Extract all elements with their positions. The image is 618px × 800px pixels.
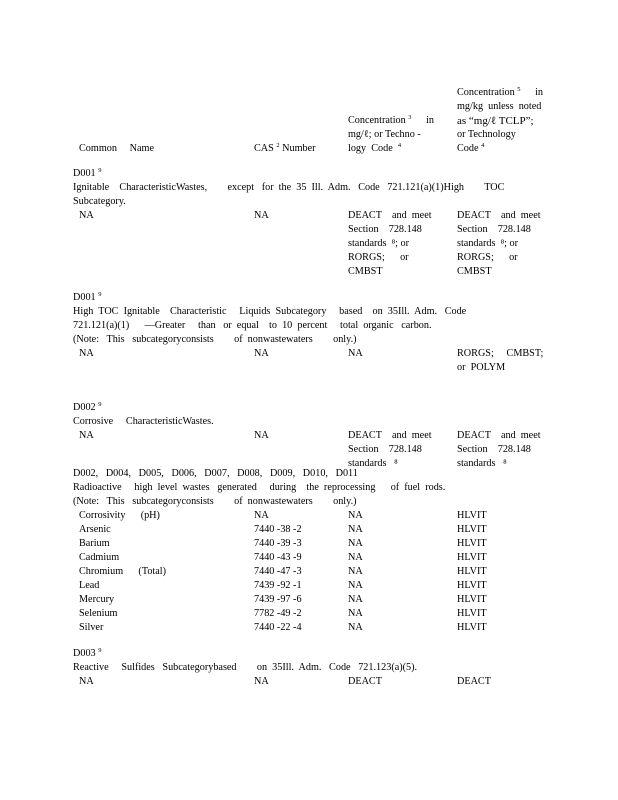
cas-number bbox=[254, 537, 302, 551]
cas-number-text: 7440 -38 -2 bbox=[254, 524, 302, 535]
constituent-name bbox=[79, 593, 114, 607]
table-row bbox=[73, 621, 553, 635]
nonwastewater-standard-line: NA bbox=[348, 524, 363, 535]
nonwastewater-standard-line: standards ⁸ bbox=[348, 458, 398, 469]
wastewater-standard-line: HLVIT bbox=[457, 510, 487, 521]
wastewater-standard bbox=[457, 209, 541, 279]
wastewater-standard bbox=[457, 429, 541, 471]
waste-description-line: 721.121(a)(1) —Greater than or equal to 10 percent total organic carbon. bbox=[73, 320, 432, 331]
table-row bbox=[73, 607, 553, 621]
header-conc5-line3: as “mg/ℓ TCLP”; bbox=[457, 115, 534, 127]
waste-code bbox=[73, 167, 553, 181]
header-cas-sup: 2 bbox=[276, 142, 280, 149]
wastewater-standard-line: Section 728.148 bbox=[457, 224, 531, 235]
cas-number-text: 7440 -43 -9 bbox=[254, 552, 302, 563]
header-cas-text: CAS bbox=[254, 143, 274, 154]
nonwastewater-standard bbox=[348, 621, 363, 635]
cas-number-text: 7440 -22 -4 bbox=[254, 622, 302, 633]
wastewater-standard bbox=[457, 537, 487, 551]
header-cas-number-text: Number bbox=[282, 143, 316, 154]
waste-description-line: Subcategory. bbox=[73, 196, 126, 207]
nonwastewater-standard bbox=[348, 551, 363, 565]
wastewater-standard bbox=[457, 551, 487, 565]
waste-description-line: (Note: This subcategoryconsists of nonwastewaters only.) bbox=[73, 496, 357, 507]
constituent-name-text: Mercury bbox=[79, 594, 115, 605]
wastewater-standard-line: HLVIT bbox=[457, 552, 487, 563]
waste-code bbox=[73, 647, 553, 661]
footnote-marker: 9 bbox=[98, 291, 102, 298]
nonwastewater-standard-line: NA bbox=[348, 538, 363, 549]
header-conc5-line5: Code bbox=[457, 143, 479, 154]
cas-number bbox=[254, 429, 269, 443]
header-concentration-nonwastewater bbox=[348, 114, 434, 156]
cas-number bbox=[254, 209, 269, 223]
table-row bbox=[73, 593, 553, 607]
nonwastewater-standard bbox=[348, 675, 382, 689]
footnote-marker: 9 bbox=[98, 647, 102, 654]
table-row bbox=[73, 509, 553, 523]
nonwastewater-standard-line: NA bbox=[348, 510, 363, 521]
cas-number bbox=[254, 593, 302, 607]
wastewater-standard bbox=[457, 593, 487, 607]
wastewater-standard-line: HLVIT bbox=[457, 580, 487, 591]
footnote-marker: 9 bbox=[98, 167, 102, 174]
nonwastewater-standard bbox=[348, 523, 363, 537]
waste-description-line: Radioactive high level wastes generated during the reprocessing of fuel rods. bbox=[73, 482, 446, 493]
wastewater-standard bbox=[457, 579, 487, 593]
header-conc3-sup2: 4 bbox=[397, 142, 402, 149]
waste-description-line: Reactive Sulfides Subcategorybased on 35Ill. Adm. Code 721.123(a)(5). bbox=[73, 662, 418, 673]
cas-number-text: 7440 -39 -3 bbox=[254, 538, 302, 549]
waste-code-text: D002, D004, D005, D006, D007, D008, D009, D010, D011 bbox=[73, 468, 358, 479]
nonwastewater-standard-line: RORGS; or bbox=[348, 252, 409, 263]
nonwastewater-standard-line: NA bbox=[348, 566, 363, 577]
header-conc5-line4: or Technology bbox=[457, 129, 516, 140]
wastewater-standard-line: HLVIT bbox=[457, 622, 487, 633]
waste-section bbox=[73, 167, 553, 279]
nonwastewater-standard bbox=[348, 429, 432, 471]
cas-number bbox=[254, 509, 269, 523]
header-concentration-wastewater bbox=[457, 86, 543, 156]
nonwastewater-standard bbox=[348, 537, 363, 551]
wastewater-standard-line: DEACT and meet bbox=[457, 430, 541, 441]
nonwastewater-standard-line: Section 728.148 bbox=[348, 224, 422, 235]
wastewater-standard-line: RORGS; or bbox=[457, 252, 518, 263]
nonwastewater-standard bbox=[348, 579, 363, 593]
wastewater-standard-line: standards ⁸ bbox=[457, 458, 507, 469]
cas-number bbox=[254, 565, 302, 579]
constituent-name bbox=[79, 509, 160, 523]
wastewater-standard-line: HLVIT bbox=[457, 608, 487, 619]
waste-section bbox=[73, 291, 553, 375]
wastewater-standard-line: HLVIT bbox=[457, 566, 487, 577]
cas-number bbox=[254, 551, 302, 565]
nonwastewater-standard-line: NA bbox=[348, 348, 363, 359]
cas-number bbox=[254, 607, 302, 621]
wastewater-standard bbox=[457, 509, 487, 523]
waste-description-line: (Note: This subcategoryconsists of nonwastewaters only.) bbox=[73, 334, 357, 345]
cas-number bbox=[254, 347, 269, 361]
nonwastewater-standard bbox=[348, 593, 363, 607]
nonwastewater-standard-line: Section 728.148 bbox=[348, 444, 422, 455]
nonwastewater-standard-line: NA bbox=[348, 622, 363, 633]
wastewater-standard bbox=[457, 607, 487, 621]
constituent-name bbox=[79, 523, 111, 537]
constituent-name bbox=[79, 209, 94, 223]
waste-code bbox=[73, 467, 553, 481]
constituent-name bbox=[79, 537, 110, 551]
header-conc3-line1: Concentration bbox=[348, 115, 406, 126]
constituent-name bbox=[79, 607, 117, 621]
table-row bbox=[73, 209, 553, 279]
nonwastewater-standard-line: DEACT and meet bbox=[348, 210, 432, 221]
constituent-name-text: Barium bbox=[79, 538, 110, 549]
header-conc5-line2: mg/kg unless noted bbox=[457, 101, 542, 112]
constituent-name bbox=[79, 621, 103, 635]
nonwastewater-standard bbox=[348, 209, 432, 279]
waste-section bbox=[73, 647, 553, 689]
table-row bbox=[73, 551, 553, 565]
cas-number-text: NA bbox=[254, 676, 269, 687]
table-row bbox=[73, 523, 553, 537]
constituent-name bbox=[79, 579, 99, 593]
wastewater-standard-line: DEACT and meet bbox=[457, 210, 541, 221]
constituent-name bbox=[79, 675, 94, 689]
constituent-name-text: NA bbox=[79, 210, 94, 221]
header-conc5-line1: Concentration bbox=[457, 87, 515, 98]
header-common-name-text: Common Name bbox=[79, 143, 154, 154]
table-row bbox=[73, 675, 553, 689]
header-conc5-line1-end: in bbox=[535, 87, 543, 98]
waste-code-text: D003 bbox=[73, 648, 96, 659]
waste-description-line: Ignitable CharacteristicWastes, except for the 35 Ill. Adm. Code 721.121(a)(1)High TOC bbox=[73, 182, 505, 193]
cas-number-text: 7439 -92 -1 bbox=[254, 580, 302, 591]
constituent-name-text: Lead bbox=[79, 580, 100, 591]
wastewater-standard bbox=[457, 621, 487, 635]
wastewater-standard bbox=[457, 523, 487, 537]
constituent-name-text: Corrosivity (pH) bbox=[79, 510, 160, 521]
header-conc5-sup2: 4 bbox=[481, 142, 485, 149]
wastewater-standard-line: Section 728.148 bbox=[457, 444, 531, 455]
footnote-marker: 9 bbox=[98, 401, 102, 408]
nonwastewater-standard-line: NA bbox=[348, 594, 363, 605]
waste-code-text: D001 bbox=[73, 168, 96, 179]
nonwastewater-standard bbox=[348, 565, 363, 579]
nonwastewater-standard-line: DEACT and meet bbox=[348, 430, 432, 441]
header-conc5-sup: 5 bbox=[517, 86, 521, 93]
constituent-name-text: NA bbox=[79, 676, 94, 687]
cas-number-text: 7782 -49 -2 bbox=[254, 608, 302, 619]
waste-description-line: High TOC Ignitable Characteristic Liquids Subcategory based on 35Ill. Adm. Code bbox=[73, 306, 467, 317]
table-row bbox=[73, 537, 553, 551]
wastewater-standard-line: DEACT bbox=[457, 676, 491, 687]
cas-number-text: NA bbox=[254, 430, 269, 441]
header-common-name bbox=[79, 142, 154, 156]
constituent-name-text: NA bbox=[79, 348, 94, 359]
header-cas-number bbox=[254, 142, 316, 156]
cas-number bbox=[254, 675, 269, 689]
table-row bbox=[73, 347, 553, 375]
waste-section bbox=[73, 467, 553, 635]
cas-number-text: 7440 -47 -3 bbox=[254, 566, 302, 577]
constituent-name bbox=[79, 565, 166, 579]
constituent-name bbox=[79, 347, 94, 361]
waste-code bbox=[73, 291, 553, 305]
waste-code bbox=[73, 401, 553, 415]
constituent-name-text: Chromium (Total) bbox=[79, 566, 167, 577]
constituent-name-text: Silver bbox=[79, 622, 104, 633]
header-conc3-line3: logy Code bbox=[348, 143, 393, 154]
wastewater-standard bbox=[457, 675, 491, 689]
constituent-name bbox=[79, 551, 119, 565]
table-row bbox=[73, 429, 553, 471]
waste-description-line: Corrosive CharacteristicWastes. bbox=[73, 416, 214, 427]
wastewater-standard bbox=[457, 347, 543, 375]
constituent-name-text: NA bbox=[79, 430, 94, 441]
wastewater-standard-line: HLVIT bbox=[457, 538, 487, 549]
constituent-name-text: Cadmium bbox=[79, 552, 120, 563]
cas-number-text: 7439 -97 -6 bbox=[254, 594, 302, 605]
nonwastewater-standard bbox=[348, 347, 363, 361]
cas-number-text: NA bbox=[254, 510, 269, 521]
nonwastewater-standard bbox=[348, 509, 363, 523]
wastewater-standard-line: RORGS; CMBST; bbox=[457, 348, 544, 359]
header-conc3-line1-end: in bbox=[426, 115, 434, 126]
waste-section bbox=[73, 401, 553, 471]
nonwastewater-standard-line: NA bbox=[348, 608, 363, 619]
wastewater-standard-line: standards ⁸; or bbox=[457, 238, 518, 249]
cas-number-text: NA bbox=[254, 348, 269, 359]
cas-number bbox=[254, 579, 302, 593]
table-row bbox=[73, 565, 553, 579]
wastewater-standard-line: or POLYM bbox=[457, 362, 506, 373]
cas-number bbox=[254, 523, 302, 537]
wastewater-standard bbox=[457, 565, 487, 579]
nonwastewater-standard-line: NA bbox=[348, 552, 363, 563]
table-row bbox=[73, 579, 553, 593]
constituent-name-text: Selenium bbox=[79, 608, 118, 619]
nonwastewater-standard bbox=[348, 607, 363, 621]
nonwastewater-standard-line: NA bbox=[348, 580, 363, 591]
header-conc3-line2: mg/ℓ; or Techno - bbox=[348, 129, 421, 140]
nonwastewater-standard-line: standards ⁸; or bbox=[348, 238, 409, 249]
nonwastewater-standard-line: CMBST bbox=[348, 266, 383, 277]
waste-code-text: D002 bbox=[73, 402, 96, 413]
header-conc3-sup: 3 bbox=[408, 114, 412, 121]
cas-number bbox=[254, 621, 302, 635]
waste-code-text: D001 bbox=[73, 292, 96, 303]
nonwastewater-standard-line: DEACT bbox=[348, 676, 382, 687]
constituent-name bbox=[79, 429, 94, 443]
wastewater-standard-line: CMBST bbox=[457, 266, 492, 277]
wastewater-standard-line: HLVIT bbox=[457, 524, 487, 535]
constituent-name-text: Arsenic bbox=[79, 524, 111, 535]
cas-number-text: NA bbox=[254, 210, 269, 221]
wastewater-standard-line: HLVIT bbox=[457, 594, 487, 605]
